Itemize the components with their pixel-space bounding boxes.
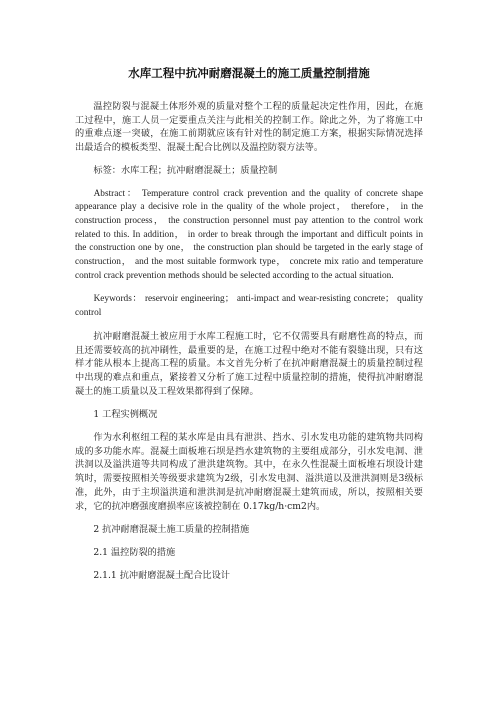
section-2-1-1-heading: 2.1.1 抗冲耐磨混凝土配合比设计	[93, 570, 230, 582]
intro-paragraph: 抗冲耐磨混凝土被应用于水库工程施工时，它不仅需要具有耐磨性高的特点，而且还需要较高的抗冲刷性，最重要的是，在施工过程中绝对不能有裂缝出现，只有这样才能从根本上提高工程的质量。本文首先分析了在抗冲耐磨混凝土的质量控制过程中出现的难点和重点，紧接着又分析了施工过程中质量控制的措施，使得抗冲耐磨混凝土的施工质量以及工程效果都得到了保障。	[75, 330, 423, 397]
section-2-heading: 2 抗冲耐磨混凝土施工质量的控制措施	[93, 523, 250, 535]
keywords-cn: 标签：水库工程；抗冲耐磨混凝土；质量控制	[93, 165, 278, 177]
abstract-cn: 温控防裂与混凝土体形外观的质量对整个工程的质量起决定性作用，因此，在施工过程中，施工人员一定要重点关注与此相关的控制工作。除此之外，为了将施工中的重难点逐一突破，在施工前期就应该有针对性的制定施工方案，根据实际情况选择出最适合的模板类型、混凝土配合比例以及温控防裂方法等。	[75, 101, 423, 154]
section-1-heading: 1 工程实例概况	[93, 408, 158, 420]
section-2-1-heading: 2.1 温控防裂的措施	[93, 546, 176, 558]
section-1-body: 作为水利枢纽工程的某水库是由具有泄洪、挡水、引水发电功能的建筑物共同构成的多功能水库。混凝土面板堆石坝是挡水建筑物的主要组成部分，引水发电洞、泄洪洞以及溢洪道等共同构成了泄洪建筑物。其中，在永久性混凝土面板堆石坝设计建筑时，需要按照相关等级要求建筑为2级，引水发电洞、溢洪道以及泄洪洞则是3级标准，此外，由于主坝溢洪道和泄洪洞是抗冲耐磨混凝土建筑而成，所以，按照相关要求，它的抗冲磨强度磨损率应该被控制在 0.17kg/h·cm2内。	[75, 432, 423, 512]
abstract-en: Abstract： Temperature control crack prevention and the quality of concrete shape appearance play a decisive role in the quality of the whole project， therefore， in the construction process， the construction personnel must pay attention to the control work related to this. In addition， in order to break through the important and difficult points in the construction one by one， the construction plan should be targeted in the early stage of construction， and the most suitable formwork type， concrete mix ratio and temperature control crack prevention methods should be selected according to the actual situation.	[75, 188, 423, 281]
document-body	[75, 66, 423, 583]
document-title: 水库工程中抗冲耐磨混凝土的施工质量控制措施	[128, 66, 370, 80]
keywords-en: Keywords： reservoir engineering； anti-impact and wear-resisting concrete； quality control	[75, 293, 423, 318]
